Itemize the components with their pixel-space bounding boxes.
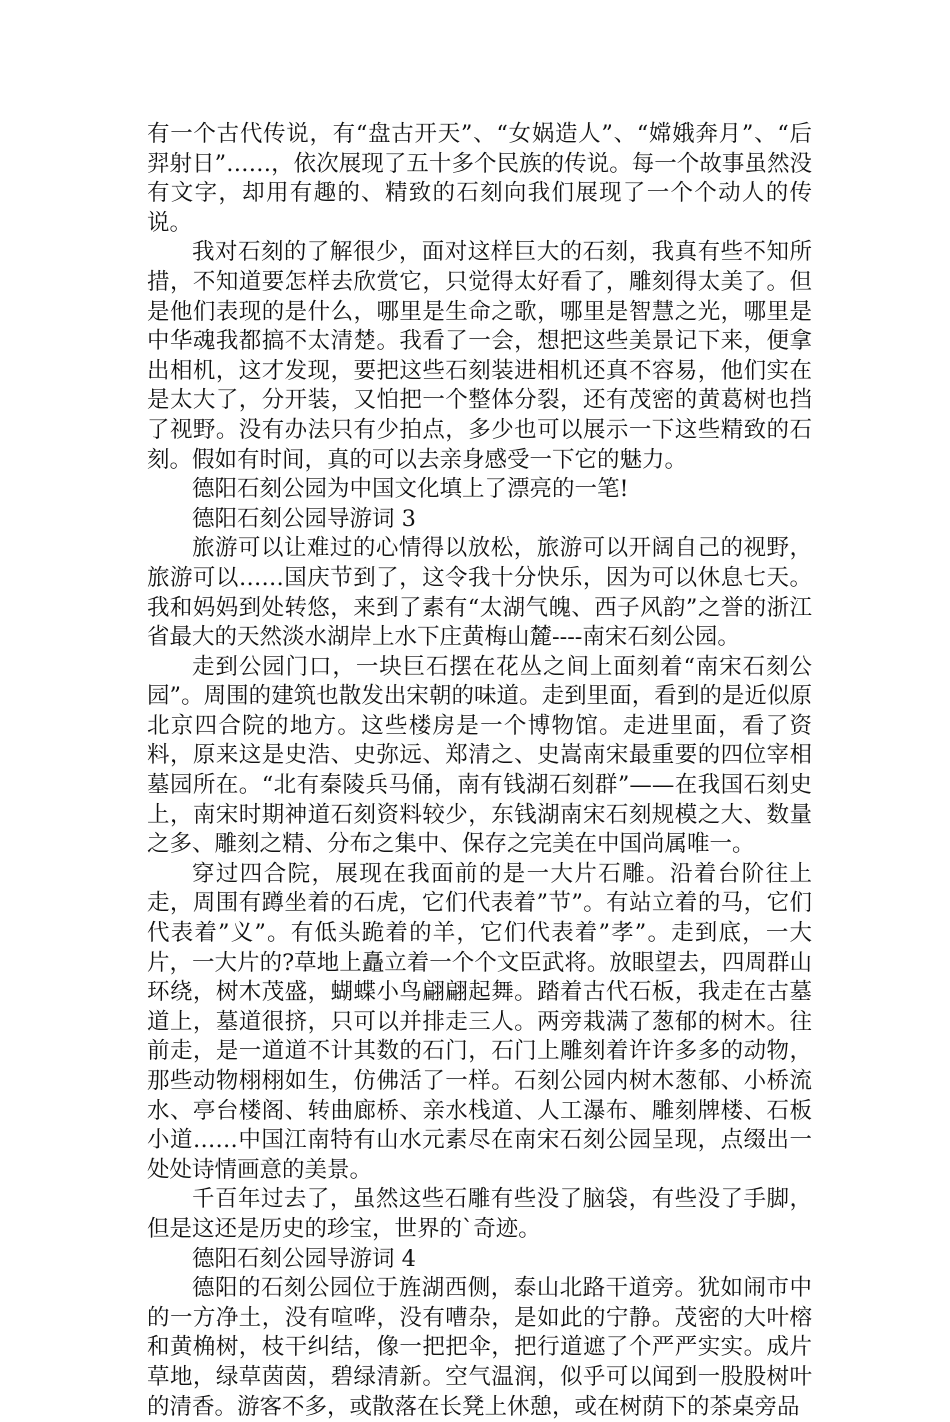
- paragraph-4: 旅游可以让难过的心情得以放松，旅游可以开阔自己的视野，旅游可以……国庆节到了，这令我十分快乐，因为可以休息七天。我和妈妈到处转悠，来到了素有“太湖气魄、西子风韵”之誉的浙江省最大的天然淡水湖岸上水下庄黄梅山麓----南宋石刻公园。: [147, 535, 812, 651]
- document-page: [147, 120, 812, 1422]
- section-heading-4: 德阳石刻公园导游词 4: [192, 1245, 416, 1272]
- paragraph-7: 千百年过去了，虽然这些石雕有些没了脑袋，有些没了手脚，但是这还是历史的珍宝，世界的`奇迹。: [147, 1186, 812, 1242]
- paragraph-2: 我对石刻的了解很少，面对这样巨大的石刻，我真有些不知所措，不知道要怎样去欣赏它，只觉得太好看了，雕刻得太美了。但是他们表现的是什么，哪里是生命之歌，哪里是智慧之光，哪里是中华魂我都搞不太清楚。我看了一会，想把这些美景记下来，便拿出相机，这才发现，要把这些石刻装进相机还真不容易，他们实在是太大了，分开装，又怕把一个整体分裂，还有茂密的黄葛树也挡了视野。没有办法只有少拍点，多少也可以展示一下这些精致的石刻。假如有时间，真的可以去亲身感受一下它的魅力。: [147, 239, 812, 473]
- paragraph-3: 德阳石刻公园为中国文化填上了漂亮的一笔!: [192, 476, 629, 503]
- paragraph-8: 德阳的石刻公园位于旌湖西侧，泰山北路干道旁。犹如闹市中的一方净土，没有喧哗，没有嘈杂，是如此的宁静。茂密的大叶榕和黄桷树，枝干纠结，像一把把伞，把行道遮了个严严实实。成片草地，绿草茵茵，碧绿清新。空气温润，似乎可以闻到一股股树叶的清香。游客不多，或散落在长凳上休憩，或在树荫下的茶桌旁品: [147, 1275, 812, 1420]
- paragraph-6: 穿过四合院，展现在我面前的是一大片石雕。沿着台阶往上走，周围有蹲坐着的石虎，它们代表着”节”。有站立着的马，它们代表着”义”。有低头跪着的羊，它们代表着”孝”。走到底，一大片，一大片的?草地上矗立着一个个文臣武将。放眼望去，四周群山环绕，树木茂盛，蝴蝶小鸟翩翩起舞。踏着古代石板，我走在古墓道上，墓道很挤，只可以并排走三人。两旁栽满了葱郁的树木。往前走，是一道道不计其数的石门，石门上雕刻着许许多多的动物，那些动物栩栩如生，仿佛活了一样。石刻公园内树木葱郁、小桥流水、亭台楼阁、转曲廊桥、亲水栈道、人工瀑布、雕刻牌楼、石板小道……中国江南特有山水元素尽在南宋石刻公园呈现，点缀出一处处诗情画意的美景。: [147, 860, 812, 1183]
- section-heading-3: 德阳石刻公园导游词 3: [192, 505, 416, 532]
- paragraph-5: 走到公园门口，一块巨石摆在花丛之间上面刻着“南宋石刻公园”。周围的建筑也散发出宋朝的味道。走到里面，看到的是近似原北京四合院的地方。这些楼房是一个博物馆。走进里面，看了资料，原来这是史浩、史弥远、郑清之、史嵩南宋最重要的四位宰相墓园所在。“北有秦陵兵马俑，南有钱湖石刻群”——在我国石刻史上，南宋时期神道石刻资料较少，东钱湖南宋石刻规模之大、数量之多、雕刻之精、分布之集中、保存之完美在中国尚属唯一。: [147, 653, 812, 858]
- paragraph-1: 有一个古代传说，有“盘古开天”、“女娲造人”、“嫦娥奔月”、“后羿射日”……，依次展现了五十多个民族的传说。每一个故事虽然没有文字，却用有趣的、精致的石刻向我们展现了一个个动人的传说。: [147, 121, 812, 236]
